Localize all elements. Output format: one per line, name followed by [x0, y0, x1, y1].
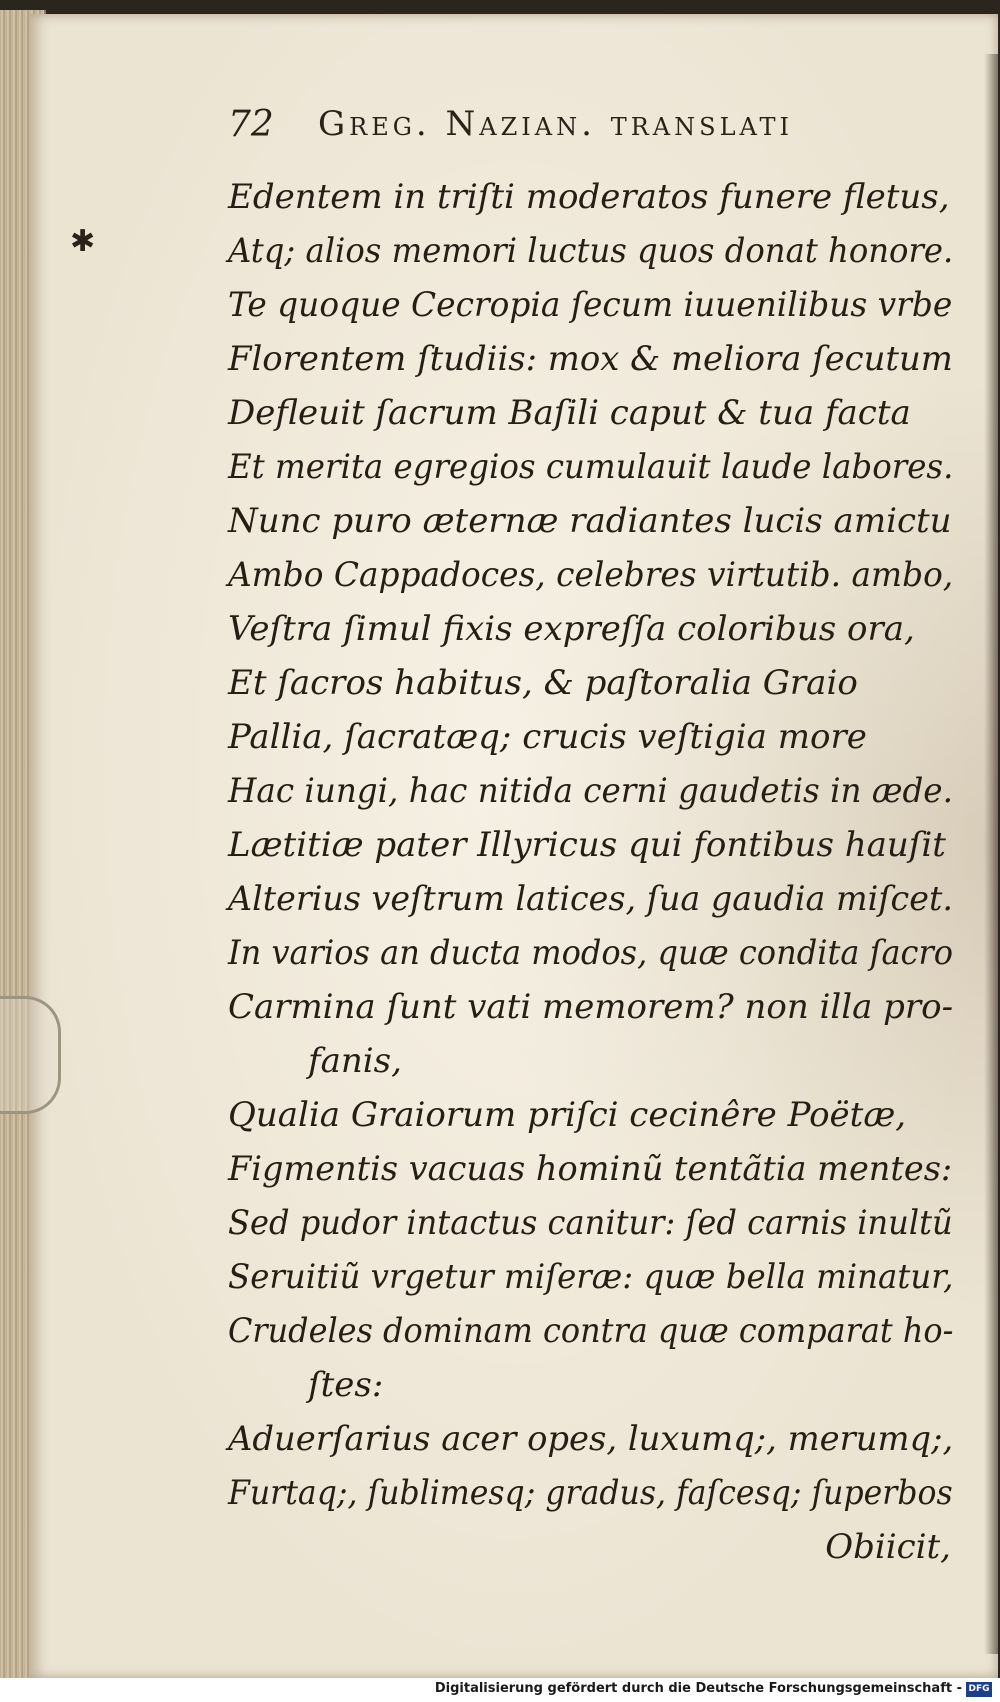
- verse-line: Veſtra ſimul fixis expreſſa coloribus ora,: [228, 609, 915, 649]
- verse-line: Hac iungi, hac nitida cerni gaudetis in æde.: [228, 771, 953, 811]
- verse-line: Qualia Graiorum priſci cecinêre Poëtæ,: [228, 1095, 907, 1135]
- verse-line-continuation: fanis,: [308, 1041, 402, 1081]
- margin-asterisk-icon: ✱: [70, 224, 96, 259]
- verse-line: Aduerſarius acer opes, luxumq;, merumq;,: [228, 1419, 954, 1459]
- verse-block: [228, 170, 953, 1574]
- verse-line: Carmina ſunt vati memorem? non illa pro-: [228, 987, 954, 1027]
- verse-line: Defleuit ſacrum Baſili caput & tua facta: [228, 393, 911, 433]
- verse-line: Et ſacros habitus, & paſtoralia Graio: [228, 663, 858, 703]
- dfg-logo: DFG: [966, 1682, 992, 1697]
- verse-line: Furtaq;, ſublimesq; gradus, faſcesq; ſuperbos: [228, 1473, 953, 1513]
- verse-line: Figmentis vacuas hominũ tentãtia mentes:: [228, 1149, 953, 1189]
- catchword: Obiicit,: [825, 1527, 951, 1567]
- verse-line: Te quoque Cecropia ſecum iuuenilibus vrbe: [228, 285, 953, 325]
- page-gutter-shadow: [984, 54, 998, 1654]
- verse-line: Lætitiæ pater Illyricus qui fontibus hauſit: [228, 825, 946, 865]
- verse-line: Pallia, ſacratæq; crucis veſtigia more: [228, 717, 867, 757]
- verse-line: Seruitiũ vrgetur miſeræ: quæ bella minatur,: [228, 1257, 954, 1297]
- digitization-footer: [0, 1678, 1000, 1702]
- verse-line: Nunc puro æternæ radiantes lucis amictu: [228, 501, 952, 541]
- page-number: 72: [228, 104, 274, 145]
- verse-line: Crudeles dominam contra quæ comparat ho-: [228, 1311, 954, 1351]
- verse-line: Et merita egregios cumulauit laude labores.: [228, 447, 954, 487]
- verse-line: Edentem in triſti moderatos funere fletus,: [228, 177, 950, 217]
- funding-credit: Digitalisierung gefördert durch die Deutsche Forschungsgemeinschaft -: [434, 1681, 962, 1696]
- running-title: Greg. Nazian. translati: [318, 104, 794, 144]
- verse-line: Sed pudor intactus canitur: ſed carnis inultũ: [228, 1203, 953, 1243]
- verse-line: Atq; alios memori luctus quos donat honore.: [228, 231, 954, 271]
- verse-line: Florentem ſtudiis: mox & meliora ſecutum: [228, 339, 953, 379]
- book-clasp: [0, 996, 61, 1114]
- verse-line: In varios an ducta modos, quæ condita ſacro: [228, 933, 954, 973]
- verse-line: Ambo Cappadoces, celebres virtutib. ambo,: [228, 555, 954, 595]
- verse-line: Alterius veſtrum latices, ſua gaudia miſcet.: [228, 879, 953, 919]
- verse-line-continuation: ſtes:: [308, 1365, 384, 1405]
